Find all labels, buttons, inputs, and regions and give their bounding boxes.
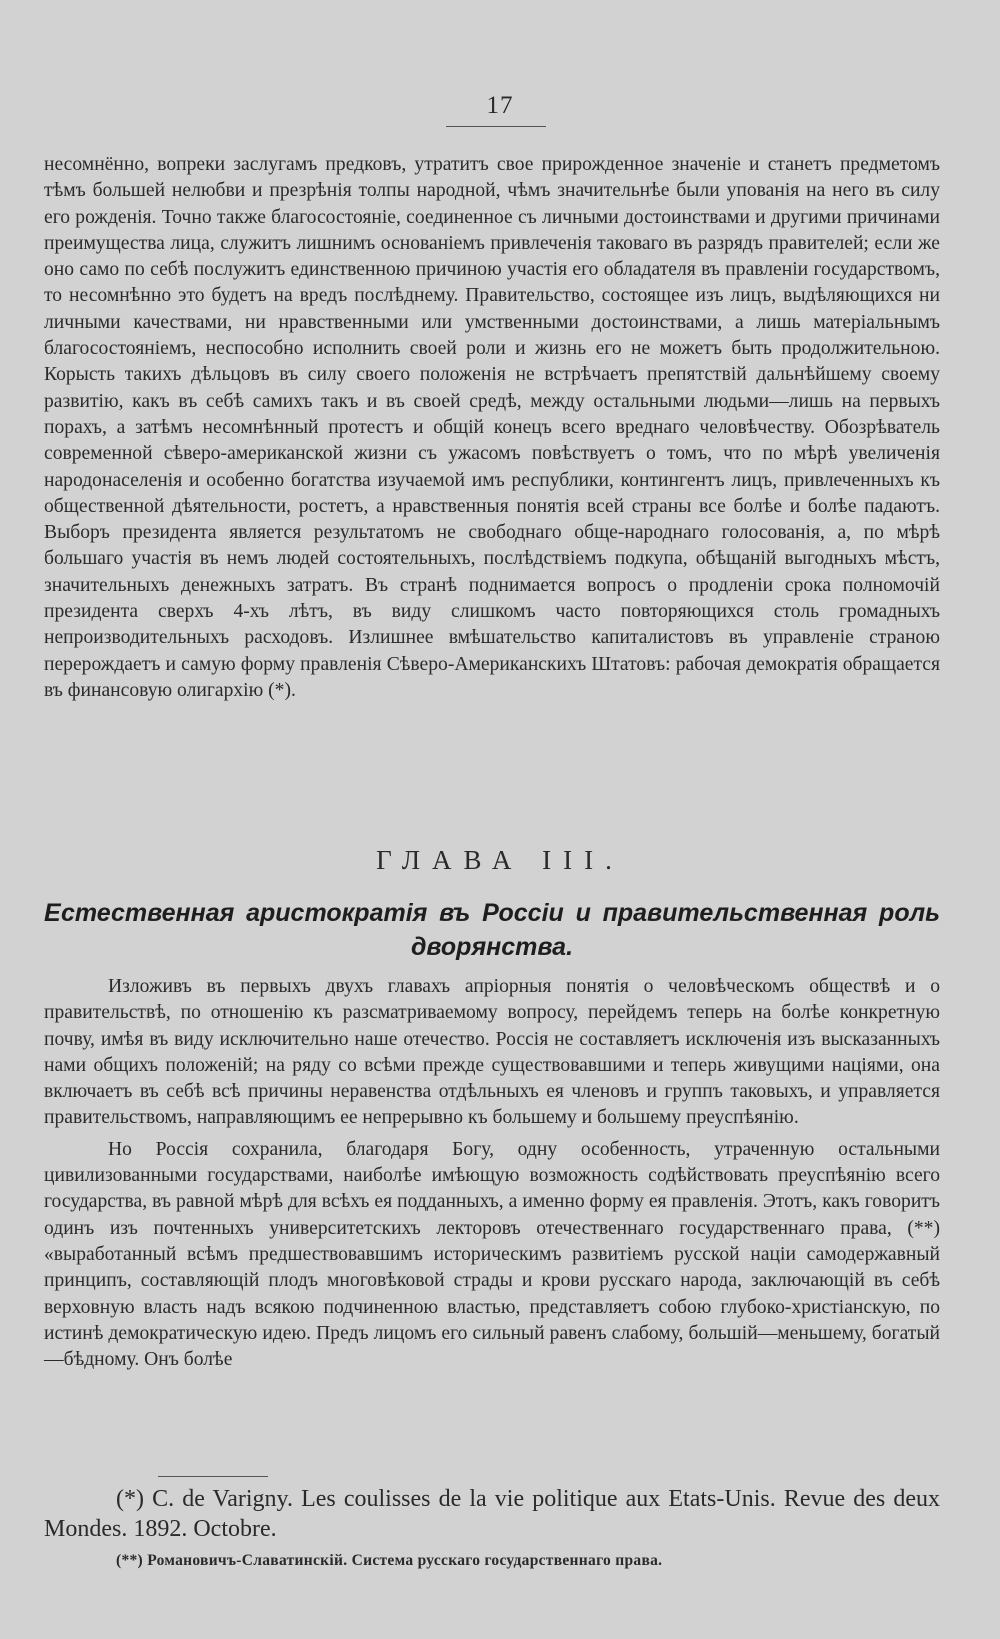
chapter-heading: ГЛАВА III. (376, 845, 624, 875)
continued-text-block (44, 152, 940, 704)
chapter-body (44, 974, 940, 1373)
paragraph-continued: несомнённо, вопреки заслугамъ предковъ, утратитъ свое прирожденное значеніе и станетъ предметомъ тѣмъ большей нелюбви и презрѣнія толпы народной, чѣмъ значительнѣе были упованія на него въ силу его рожденія. Точно также благосостояніе, соединенное съ личными достоинствами и другими причинами преимущества лица, служитъ лишнимъ основаніемъ привлеченія таковаго въ разрядъ правителей; если же оно само по себѣ послужитъ единственною причиною участія его обладателя въ правленіи государствомъ, то несомнѣнно это будетъ на вредъ послѣднему. Правительство, состоящее изъ лицъ, выдѣляющихся ни личными качествами, ни нравственными или умственными достоинствами, а лишь матеріальнымъ благосостояніемъ, неспособно исполнить своей роли и жизнь его не можетъ быть продолжительною. Корысть такихъ дѣльцовъ въ силу своего положенія не встрѣчаетъ препятствій дальнѣйшему своему развитію, какъ въ себѣ самихъ такъ и въ своей средѣ, между остальными людьми—лишь на первыхъ порахъ, а затѣмъ несомнѣнный протестъ и общій конецъ всего вреднаго человѣчеству. Обозрѣватель современной сѣверо-американской жизни съ ужасомъ повѣствуетъ о томъ, что по мѣрѣ увеличенія народонаселенія и особенно богатства изучаемой имъ республики, контингентъ лицъ, привлеченныхъ къ общественной дѣятельности, ростетъ, а нравственныя понятія всей страны все болѣе и болѣе падаютъ. Выборъ президента является результатомъ не свободнаго обще-народнаго голосованія, а, по мѣрѣ большаго участія въ немъ людей состоятельныхъ, послѣдствіемъ подкупа, обѣщаній выгодныхъ мѣстъ, значительныхъ денежныхъ затратъ. Въ странѣ поднимается вопросъ о продленіи срока полномочій президента сверхъ 4-хъ лѣтъ, въ виду слишкомъ часто повторяющихся столь громадныхъ непроизводительныхъ расходовъ. Излишнее вмѣшательство капиталистовъ въ управленіе страною перерождаетъ и самую форму правленія Сѣверо-Американскихъ Штатовъ: рабочая демократія обращается въ финансовую олигархію (*). (44, 154, 940, 701)
chapter-paragraph-1: Изложивъ въ первыхъ двухъ главахъ апріорныя понятія о человѣческомъ обществѣ и о правительствѣ, по отношенію къ разсматриваемому вопросу, перейдемъ теперь на болѣе конкретную почву, имѣя въ виду исключительно наше отечество. Россія не составляетъ исключенія изъ высказанныхъ нами общихъ положеній; на ряду со всѣми прежде существовавшими и теперь живущими націями, она включаетъ въ себѣ всѣ причины неравенства отдѣльныхъ ея членовъ и группъ таковыхъ, и управляется правительствомъ, направляющимъ ее непрерывно къ большему и большему преуспѣянію. (44, 976, 940, 1129)
chapter-paragraph-2: Но Россія сохранила, благодаря Богу, одну особенность, утраченную остальными цивилизованными государствами, наиболѣе имѣющую возможность содѣйствовать преуспѣянію всего государства, въ равной мѣрѣ для всѣхъ ея подданныхъ, а именно форму ея правленія. Этотъ, какъ говоритъ одинъ изъ почтенныхъ университетскихъ лекторовъ отечественнаго государственнаго права, (**) «выработанный всѣмъ предшествовавшимъ историческимъ развитіемъ русской націи самодержавный принципъ, составляющій плодъ многовѣковой страды и крови русскаго народа, заключающій въ себѣ верховную власть надъ всякою подчиненною властью, представляетъ собою глубоко-христіанскую, по истинѣ демократическую идею. Предъ лицомъ его сильный равенъ слабому, большій—меньшему, богатый—бѣдному. Онъ болѣе (44, 1138, 940, 1371)
footnotes (44, 1484, 940, 1574)
chapter-subtitle: Естественная аристократія въ Россіи и правительственная роль дворянства. (44, 899, 940, 961)
footnote-1: (*) C. de Varigny. Les coulisses de la vie politique aux Etats-Unis. Revue des deux Mondes. 1892. Octobre. (44, 1486, 940, 1542)
page-number: 17 (486, 92, 514, 119)
page-number-rule (446, 126, 546, 127)
footnote-2: (**) Романовичъ-Славатинскій. Система русскаго государственнаго права. (116, 1552, 663, 1569)
footnote-divider (158, 1476, 268, 1477)
